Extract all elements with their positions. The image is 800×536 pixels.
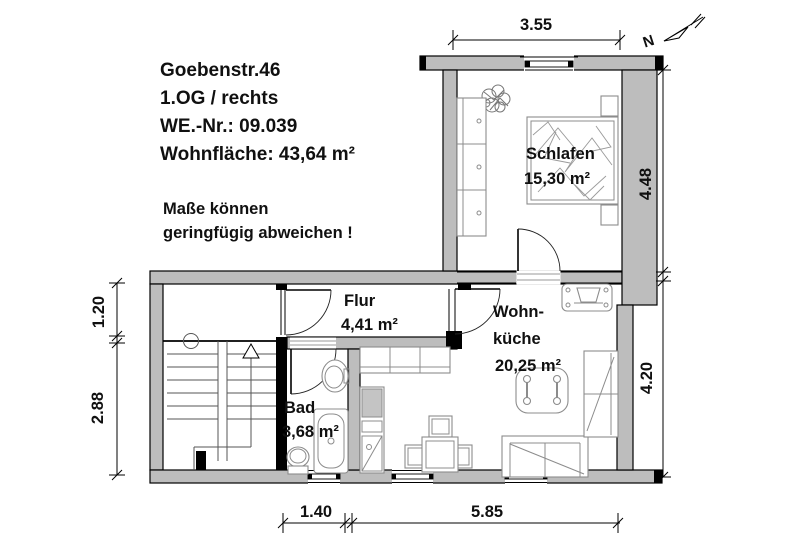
title-floor: 1.OG / rechts [160, 88, 279, 109]
bathtub [314, 409, 348, 473]
nightstand-top [601, 96, 618, 116]
kitchen-tall-unit [360, 387, 384, 473]
kitchen-counter [360, 347, 450, 373]
room-label-flur: Flur [344, 292, 376, 310]
title-living-area: Wohnfläche: 43,64 m² [160, 144, 355, 165]
dim-label-bottom-left: 1.40 [299, 503, 333, 521]
room-label-wohnkueche-1: Wohn- [493, 303, 545, 321]
dim-label-left-upper: 1.20 [90, 295, 108, 329]
room-label-schlafen: Schlafen [526, 145, 595, 163]
sofa [502, 436, 588, 477]
dim-label-left-lower: 2.88 [89, 391, 107, 425]
title-unit-no: WE.-Nr.: 09.039 [160, 116, 298, 137]
room-area-wohnkueche: 20,25 m² [495, 357, 562, 375]
dim-label-right-lower: 4.20 [638, 361, 656, 395]
cupboard-living [584, 351, 618, 437]
room-label-wohnkueche-2: küche [493, 330, 541, 348]
room-area-schlafen: 15,30 m² [524, 170, 591, 188]
dim-label-top: 3.55 [519, 16, 553, 34]
tv-unit [562, 284, 612, 311]
nightstand-bottom [601, 205, 618, 225]
room-label-bad: Bad [284, 399, 316, 417]
room-area-flur: 4,41 m² [341, 316, 398, 334]
toilet [287, 447, 309, 474]
window-top [520, 55, 578, 71]
dim-label-right-upper: 4.48 [637, 167, 655, 201]
title-address: Goebenstr.46 [160, 60, 281, 81]
note-line2: geringfügig abweichen ! [163, 224, 353, 242]
wardrobe-schlafen [457, 98, 486, 236]
dim-label-bottom-right: 5.85 [470, 503, 504, 521]
note-line1: Maße können [163, 200, 269, 218]
washbasin [322, 360, 349, 392]
north-label: N [640, 31, 657, 52]
room-area-bad: 3,68 m² [282, 423, 339, 441]
